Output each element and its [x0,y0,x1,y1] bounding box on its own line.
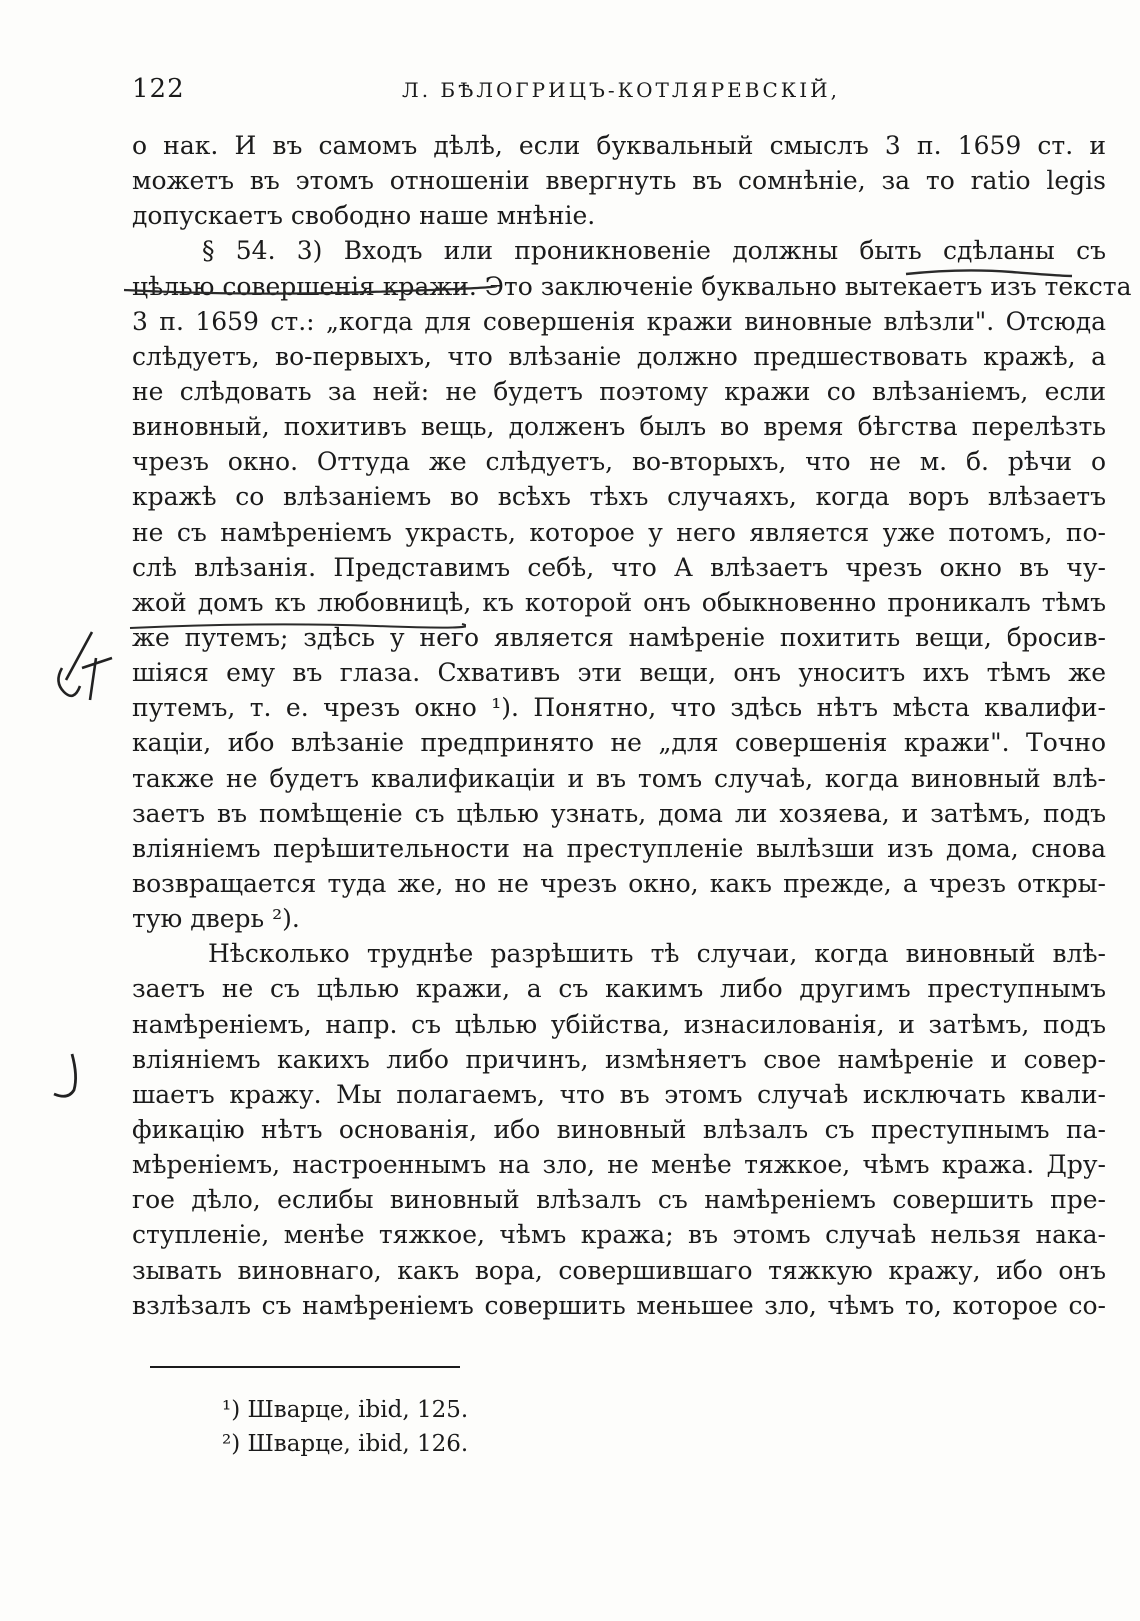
body-text [132,128,1132,1323]
text-line: каціи, ибо влѣзаніе предпринято не „для совершенія кражи". Точно [132,728,1106,758]
text-line: мѣреніемъ, настроеннымъ на зло, не менѣе тяжкое, чѣмъ кража. Дру- [132,1150,1106,1180]
text-line: возвращается туда же, но не чрезъ окно, какъ прежде, а чрезъ откры- [132,868,1106,898]
text-line: не съ намѣреніемъ украсть, которое у него является уже потомъ, по- [132,517,1106,547]
text-line: не слѣдовать за ней: не будетъ поэтому кражи со влѣзаніемъ, если [132,376,1106,406]
footnote-divider [150,1366,460,1368]
text-line: жой домъ къ любовницѣ, къ которой онъ обыкновенно проникалъ тѣмъ [132,587,1106,617]
text-line: также не будетъ квалификаціи и въ томъ случаѣ, когда виновный влѣ- [132,763,1106,793]
text-line: гое дѣло, еслибы виновный влѣзалъ съ намѣреніемъ совершить пре- [132,1185,1106,1215]
section-54-start: § 54. 3) Входъ или проникновеніе должны быть сдѣланы съ [202,236,1106,266]
text-line: слѣ влѣзанія. Представимъ себѣ, что А влѣзаетъ чрезъ окно въ чу- [132,552,1106,582]
text-line: вліяніемъ перѣшительности на преступленіе вылѣзши изъ дома, снова [132,833,1106,863]
footnote-2: ²) Шварце, ibid, 126. [222,1431,469,1457]
paragraph-start: Нѣсколько труднѣе разрѣшить тѣ случаи, когда виновный влѣ- [208,939,1106,969]
text-line: слѣдуетъ, во-первыхъ, что влѣзаніе должно предшествовать кражѣ, а [132,341,1106,371]
text-line: допускаетъ свободно наше мнѣніе. [132,201,596,231]
text-line: шаетъ кражу. Мы полагаемъ, что въ этомъ случаѣ исключать квали- [132,1079,1106,1109]
text-line: чрезъ окно. Оттуда же слѣдуетъ, во-вторыхъ, что не м. б. рѣчи о [132,447,1106,477]
text-line: заетъ не съ цѣлью кражи, а съ какимъ либо другимъ преступнымъ [132,974,1106,1004]
margin-hook-icon [48,1050,88,1102]
text-line: намѣреніемъ, напр. съ цѣлью убійства, изнасилованія, и затѣмъ, подъ [132,1009,1106,1039]
text-line: ступленіе, менѣе тяжкое, чѣмъ кража; въ этомъ случаѣ нельзя нака- [132,1220,1106,1250]
text-line: виновный, похитивъ вещь, долженъ былъ во время бѣгства перелѣзть [132,412,1106,442]
text-line: путемъ, т. е. чрезъ окно ¹). Понятно, что здѣсь нѣтъ мѣста квалифи- [132,693,1106,723]
footnote-1: ¹) Шварце, ibid, 125. [222,1397,469,1423]
text-line: цѣлью совершенія кражи. Это заключеніе буквально вытекаетъ изъ текста [132,271,1132,301]
text-line: зывать виновнаго, какъ вора, совершившаго тяжкую кражу, ибо онъ [132,1255,1106,1285]
text-line: фикацію нѣтъ основанія, ибо виновный влѣзалъ съ преступнымъ па- [132,1114,1106,1144]
page-number: 122 [132,74,185,104]
text-line: 3 п. 1659 ст.: „когда для совершенія кражи виновные влѣзли". Отсюда [132,306,1106,336]
text-line: о нак. И въ самомъ дѣлѣ, если буквальный смыслъ 3 п. 1659 ст. и [132,131,1106,160]
text-line: взлѣзалъ съ намѣреніемъ совершить меньшее зло, чѣмъ то, которое со- [132,1290,1106,1320]
text-line: кражѣ со влѣзаніемъ во всѣхъ тѣхъ случаяхъ, когда воръ влѣзаетъ [132,482,1106,512]
text-line: вліяніемъ какихъ либо причинъ, измѣняетъ свое намѣреніе и совер- [132,1044,1106,1074]
text-line: тую дверь ²). [132,904,300,934]
margin-scribble-icon [52,628,124,710]
page-header [132,74,1102,114]
text-line: шіяся ему въ глаза. Схвативъ эти вещи, онъ уноситъ ихъ тѣмъ же [132,658,1106,688]
text-line: можетъ въ этомъ отношеніи ввергнуть въ сомнѣніе, за то ratio legis [132,166,1106,196]
text-line: заетъ въ помѣщеніе съ цѣлью узнать, дома ли хозяева, и затѣмъ, подъ [132,798,1106,828]
text-line: же путемъ; здѣсь у него является намѣреніе похитить вещи, бросив- [132,622,1106,652]
running-head: Л. БѢЛОГРИЦЪ-КОТЛЯРЕВСКІЙ, [402,78,840,102]
footnotes [222,1393,822,1461]
